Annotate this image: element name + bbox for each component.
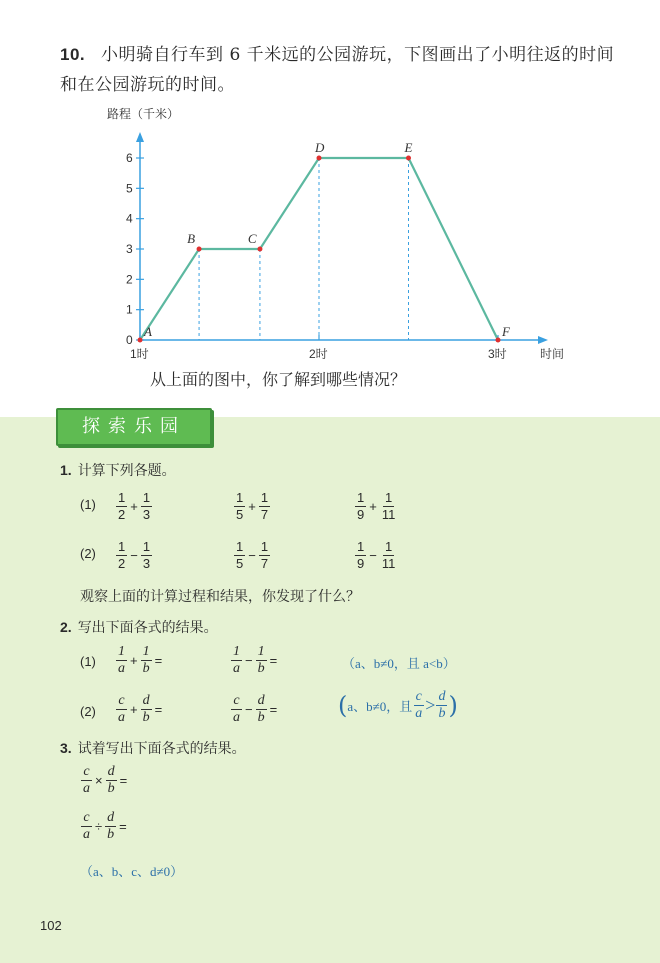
expression: $\frac{1}{9}$ + $\frac{1}{11}$ (357, 490, 396, 522)
y-axis-label: 路程（千米） (107, 107, 180, 121)
y-axis-arrow (136, 132, 144, 142)
data-point (406, 156, 411, 161)
data-point (257, 247, 262, 252)
y-tick-label: 3 (126, 242, 133, 256)
exercise-1-prompt: 1. 计算下列各题。 (60, 462, 176, 479)
expression: $\frac{c}{a}$ × $\frac{d}{b}$ = (83, 764, 128, 796)
expression: $\frac{1}{2}$ − $\frac{1}{3}$ (118, 539, 151, 571)
chart-question: 从上面的图中，你了解到哪些情况？ (150, 370, 407, 389)
data-point (138, 338, 143, 343)
point-label: E (404, 140, 413, 155)
expression: $\frac{1}{5}$ + $\frac{1}{7}$ (236, 490, 269, 522)
section-banner (56, 408, 212, 446)
expression: $\frac{c}{a}$ ÷ $\frac{d}{b}$ = (83, 810, 127, 842)
y-tick-label: 0 (126, 333, 133, 347)
x-axis-arrow (538, 336, 548, 344)
y-tick-label: 1 (126, 302, 133, 317)
point-label: C (247, 231, 257, 246)
explore-section (0, 417, 660, 963)
expression: $\frac{c}{a}$ + $\frac{d}{b}$ = (118, 693, 163, 725)
y-tick-label: 6 (126, 151, 133, 165)
data-point (496, 338, 501, 343)
ex1-observe: 观察上面的计算过程和结果，你发现了什么？ (80, 589, 360, 605)
x-tick-label: 3时 (488, 347, 507, 361)
ex2-row2-label: (2) (80, 704, 96, 719)
page-number: 102 (40, 918, 62, 933)
data-point (197, 247, 202, 252)
x-tick-label: 1时 (130, 347, 149, 361)
ex1-row2-label: (2) (80, 546, 96, 561)
ex2-row1-label: (1) (80, 654, 96, 669)
point-label: A (144, 324, 152, 339)
expression: $\frac{1}{5}$ − $\frac{1}{7}$ (236, 539, 269, 571)
y-tick-label: 5 (126, 181, 133, 196)
expression: $\frac{1}{a}$ − $\frac{1}{b}$ = (233, 644, 278, 676)
condition-note: （a、b、c、d≠0） (80, 864, 184, 879)
question-text: 小明骑自行车到 6 千米远的公园游玩，下图画出了小明往返的时间和在公园游玩的时间。 (60, 45, 615, 95)
exercise-3-prompt: 3. 试着写出下面各式的结果。 (60, 740, 246, 757)
question-number: 10. (60, 45, 86, 64)
y-tick-label: 2 (126, 272, 133, 287)
x-axis-label: 时间 (540, 347, 565, 361)
expression: $\frac{1}{a}$ + $\frac{1}{b}$ = (118, 644, 163, 676)
data-point (317, 156, 322, 161)
condition-note: （a、b≠0，且 a<b） (342, 656, 456, 671)
exercise-2-prompt: 2. 写出下面各式的结果。 (60, 619, 218, 636)
section-title: 探索乐园 (82, 416, 186, 437)
y-tick-label: 4 (126, 211, 133, 226)
x-tick-label: 2时 (309, 347, 328, 361)
question-10 (60, 40, 630, 100)
expression: $\frac{c}{a}$ − $\frac{d}{b}$ = (233, 693, 278, 725)
distance-time-chart (100, 100, 570, 370)
condition-note: (a、b≠0，且 $\frac{c}{a}$ > $\frac{d}{b}$ ) (338, 689, 458, 721)
expression: $\frac{1}{2}$ + $\frac{1}{3}$ (118, 490, 151, 522)
ex1-row1-label: (1) (80, 497, 96, 512)
point-label: F (502, 324, 510, 339)
point-label: D (315, 140, 325, 155)
point-label: B (187, 231, 196, 246)
expression: $\frac{1}{9}$ − $\frac{1}{11}$ (357, 539, 396, 571)
